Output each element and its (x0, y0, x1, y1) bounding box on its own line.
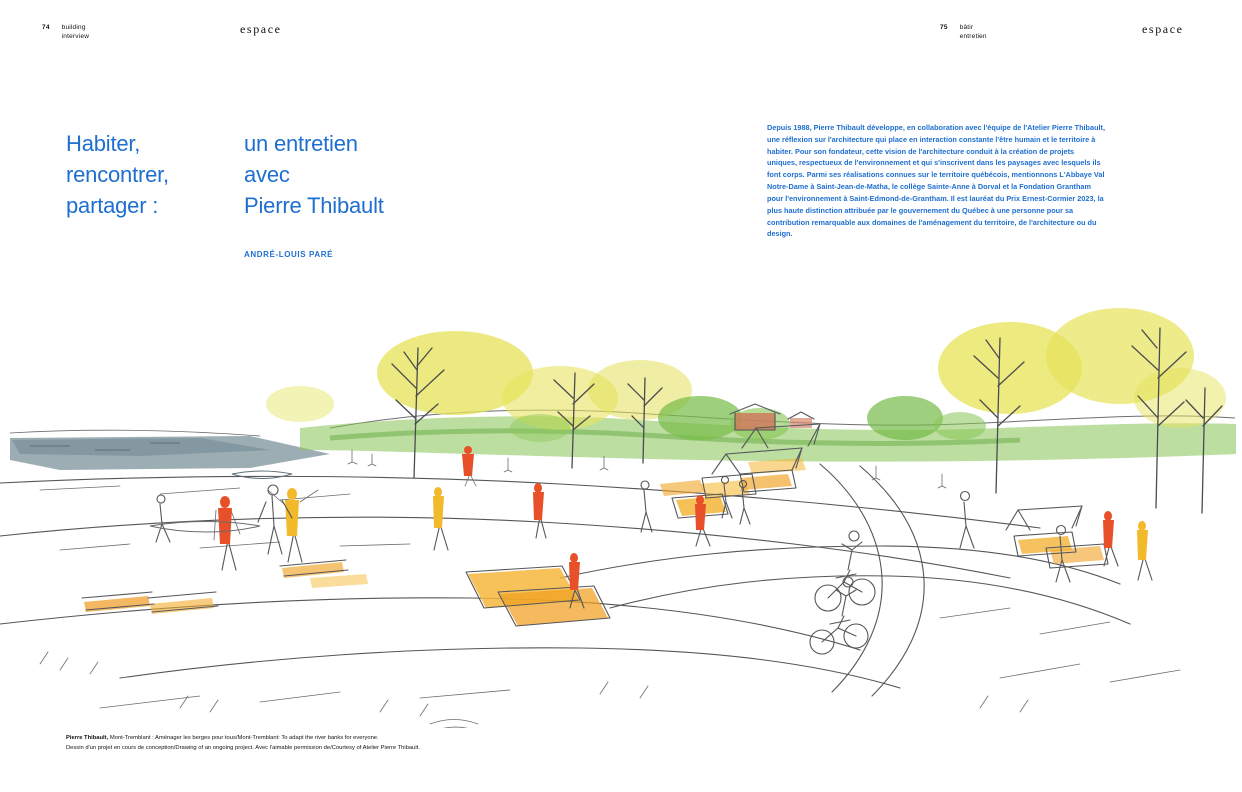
caption-artist-name: Pierre Thibault, (66, 735, 109, 741)
caption-line-1-rest: Mont-Tremblant : Aménager les berges pour tous/Mont-Tremblant: To adapt the river banks for everyone. (108, 735, 379, 741)
running-head-left (42, 24, 89, 42)
illustration-figure (0, 278, 1242, 728)
masthead-right: espace (1142, 22, 1184, 36)
title-line-5: avec (244, 162, 290, 188)
caption-line-2: Dessin d'un projet en cours de conception/Drawing of an ongoing project. Avec l'aimable permission de/Courtesy of Atelier Pierre Thibault. (66, 745, 420, 752)
folio-left: 74 (42, 24, 50, 31)
section-label-right (960, 24, 987, 42)
caption-line-1 (66, 733, 766, 743)
section-label-left (62, 24, 89, 42)
running-head-right (940, 24, 987, 42)
title-line-1: Habiter, (66, 131, 141, 156)
title-line-6: Pierre Thibault (244, 193, 384, 219)
title-line-4: un entretien (244, 131, 358, 156)
author-byline: ANDRÉ-LOUIS PARÉ (244, 250, 334, 259)
section-label-left-line1: building (61, 24, 86, 31)
article-title-left (66, 128, 169, 222)
folio-right: 75 (940, 24, 948, 31)
title-line-2: rencontrer, (66, 162, 169, 188)
article-title-right (244, 128, 384, 222)
intro-paragraph: Depuis 1988, Pierre Thibault développe, en collaboration avec l'équipe de l'Atelier Pierre Thibault, une réflexion sur l'architecture qui place en interaction constante l'être humain et le territoire à habiter. Pour son fondateur, cette vision de l'architecture conduit à la création de projets uniques, respectueux de l'environnement et qui s'inscrivent dans les paysages avec lesquels ils font corps. Parmi ses réalisations connues sur le territoire québécois, mentionnons L'Abbaye Val Notre-Dame à Saint-Jean-de-Matha, le collège Sainte-Anne à Dorval et la Fondation Grantham pour l'environnement à Saint-Edmond-de-Grantham. Il est lauréat du Prix Ernest-Cormier 2023, la plus haute distinction attribuée par le gouvernement du Québec à une personne pour sa contribution remarquable aux domaines de l'aménagement du territoire, de l'architecture ou du design. (767, 123, 1106, 239)
figure-caption (66, 733, 766, 753)
masthead-left: espace (240, 22, 282, 36)
section-label-right-line2: entretien (959, 32, 987, 40)
section-label-left-line2: interview (61, 32, 90, 40)
section-label-right-line1: bâtir (959, 24, 974, 31)
watercolour-sketch-icon (0, 278, 1242, 728)
title-line-3: partager : (66, 193, 159, 219)
